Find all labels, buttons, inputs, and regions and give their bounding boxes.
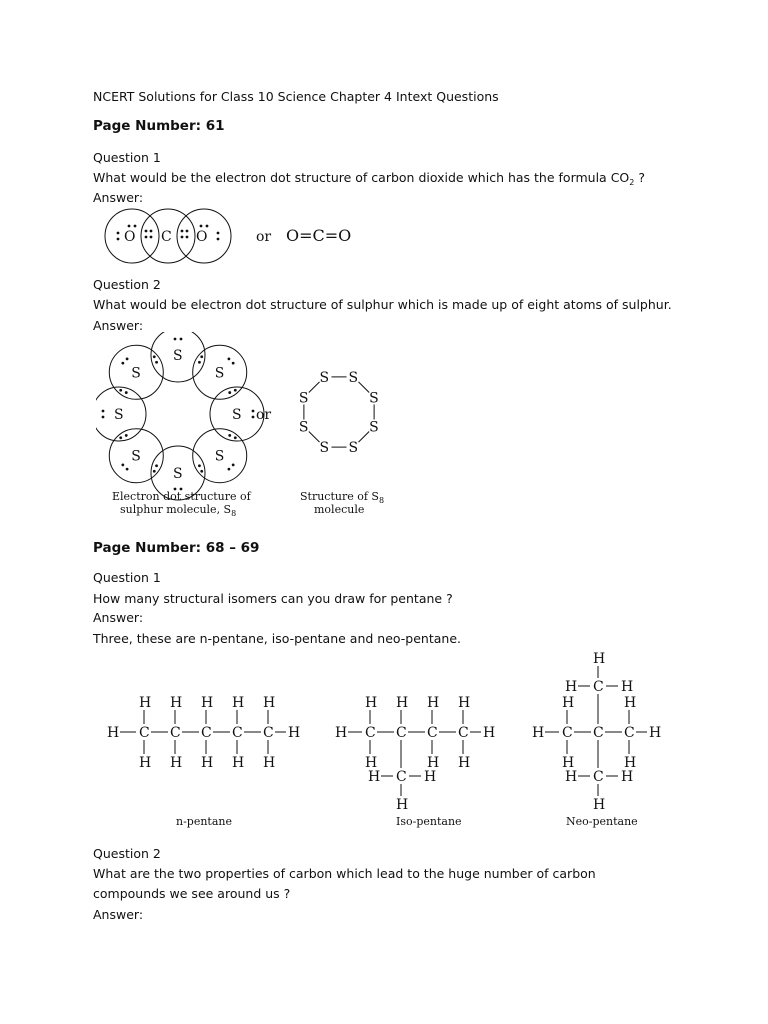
hydrogen-label: H	[107, 725, 120, 741]
electron-dot	[126, 468, 129, 471]
sulphur-atom-label: S	[298, 419, 309, 436]
hydrogen-label: H	[624, 755, 637, 771]
electron-dot	[155, 361, 158, 364]
carbon-label: C	[593, 769, 604, 785]
electron-dot	[155, 464, 158, 467]
electron-dot	[200, 355, 203, 358]
hydrogen-label: H	[483, 725, 496, 741]
electron-dot	[174, 338, 177, 341]
question-label: Question 2	[93, 277, 161, 292]
electron-dot	[153, 470, 156, 473]
carbon-label: C	[139, 725, 150, 741]
carbon-label: C	[562, 725, 573, 741]
electron-dot	[232, 464, 235, 467]
label-iso-pentane: Iso-pentane	[396, 815, 462, 828]
hydrogen-label: H	[170, 695, 183, 711]
label-n-pentane: n-pentane	[176, 815, 233, 828]
hydrogen-label: H	[532, 725, 545, 741]
caption-left-text: sulphur molecule, S	[120, 503, 232, 516]
hydrogen-label: H	[139, 695, 152, 711]
pentane-structures	[107, 651, 661, 813]
hydrogen-label: H	[562, 755, 575, 771]
sulphur-atom-label: S	[319, 440, 330, 457]
hydrogen-label: H	[565, 679, 578, 695]
electron-dot	[228, 434, 231, 437]
hydrogen-label: H	[365, 755, 378, 771]
answer-label: Answer:	[93, 907, 144, 922]
hydrogen-label: H	[562, 695, 575, 711]
carbon-label: C	[593, 725, 604, 741]
pentane-isomers-figure	[100, 646, 680, 836]
sulphur-atom-label: S	[369, 390, 379, 407]
hydrogen-label: H	[170, 755, 183, 771]
sulphur-atom-label: S	[114, 407, 124, 423]
carbon-label: C	[263, 725, 274, 741]
bond	[309, 431, 320, 442]
hydrogen-label: H	[396, 797, 409, 813]
electron-dot	[180, 338, 183, 341]
question-text	[93, 170, 645, 185]
electron-dot	[153, 355, 156, 358]
question-text: What would be electron dot structure of sulphur which is made up of eight atoms of sulphur.	[93, 297, 672, 312]
hydrogen-label: H	[288, 725, 301, 741]
sulphur-atom-label: S	[131, 365, 141, 382]
or-text: or	[256, 229, 272, 245]
sulphur-atom-label: S	[348, 440, 359, 457]
electron-dot	[228, 357, 231, 360]
subscript: 2	[629, 178, 635, 187]
electron-dot	[119, 389, 122, 392]
carbon-label: C	[624, 725, 635, 741]
sulphur-atom-label: S	[232, 407, 242, 423]
sulphur-atom-label: S	[173, 348, 183, 364]
label-neo-pentane: Neo-pentane	[566, 815, 638, 828]
answer-text: Three, these are n-pentane, iso-pentane and neo-pentane.	[93, 631, 461, 646]
hydrogen-label: H	[593, 797, 606, 813]
caption-right-subscript: 8	[378, 496, 385, 505]
caption-left-subscript: 8	[231, 509, 237, 518]
hydrogen-label: H	[649, 725, 662, 741]
hydrogen-label: H	[263, 695, 276, 711]
sulphur-atom-label: S	[319, 369, 330, 386]
electron-dot	[228, 468, 231, 471]
sulphur-atom-label: S	[214, 365, 225, 382]
electron-dot	[252, 410, 255, 413]
hydrogen-label: H	[427, 695, 440, 711]
carbon-label: C	[170, 725, 181, 741]
carbon-label: C	[232, 725, 243, 741]
electron-dot	[125, 391, 128, 394]
electron-dot	[121, 362, 124, 365]
carbon-label: C	[396, 769, 407, 785]
sulphur-atom-label: S	[369, 419, 379, 436]
electron-dot	[198, 361, 201, 364]
caption-left-line1: Electron dot structure of	[112, 490, 251, 503]
hydrogen-label: H	[624, 695, 637, 711]
answer-label: Answer:	[93, 318, 144, 333]
sulphur-atom-label: S	[214, 448, 225, 465]
hydrogen-label: H	[232, 755, 245, 771]
answer-label: Answer:	[93, 190, 144, 205]
question-text-line2: compounds we see around us ?	[93, 886, 291, 901]
electron-dot	[102, 410, 105, 413]
question-text-end: ?	[634, 170, 645, 185]
question-text: How many structural isomers can you draw for pentane ?	[93, 591, 453, 606]
carbon-label: C	[201, 725, 212, 741]
hydrogen-label: H	[201, 695, 214, 711]
hydrogen-label: H	[458, 695, 471, 711]
section-heading-page-61: Page Number: 61	[93, 118, 225, 134]
question-label: Question 1	[93, 150, 161, 165]
bond	[358, 431, 369, 442]
electron-dot	[125, 434, 128, 437]
question-label: Question 2	[93, 846, 161, 861]
hydrogen-label: H	[621, 769, 634, 785]
bond	[309, 382, 320, 393]
s8-electron-dot-ring	[96, 332, 264, 500]
electron-dot	[232, 362, 235, 365]
answer-label: Answer:	[93, 610, 144, 625]
hydrogen-label: H	[621, 679, 634, 695]
co2-electron-dot-figure	[104, 206, 384, 266]
hydrogen-label: H	[263, 755, 276, 771]
carbon-label: C	[458, 725, 469, 741]
document-title: NCERT Solutions for Class 10 Science Chapter 4 Intext Questions	[93, 89, 499, 104]
question-text-main: What would be the electron dot structure of carbon dioxide which has the formula CO	[93, 170, 630, 185]
hydrogen-label: H	[365, 695, 378, 711]
sulphur-atom-label: S	[131, 448, 141, 465]
electron-dot	[121, 464, 124, 467]
sulphur-atom-label: S	[348, 369, 359, 386]
electron-dot	[102, 416, 105, 419]
hydrogen-label: H	[593, 651, 606, 667]
carbon-label: C	[427, 725, 438, 741]
hydrogen-label: H	[427, 755, 440, 771]
hydrogen-label: H	[201, 755, 214, 771]
hydrogen-label: H	[565, 769, 578, 785]
hydrogen-label: H	[458, 755, 471, 771]
electron-dot	[126, 357, 129, 360]
s8-structure	[299, 370, 379, 456]
electron-dot	[234, 436, 237, 439]
hydrogen-label: H	[139, 755, 152, 771]
atom-o-right: O	[196, 229, 208, 245]
carbon-label: C	[593, 679, 604, 695]
hydrogen-label: H	[424, 769, 437, 785]
atom-o-left: O	[124, 229, 136, 245]
carbon-label: C	[396, 725, 407, 741]
question-label: Question 1	[93, 570, 161, 585]
or-text: or	[256, 407, 272, 423]
electron-dot	[200, 470, 203, 473]
co2-structural-formula: O=C=O	[286, 226, 352, 245]
hydrogen-label: H	[335, 725, 348, 741]
hydrogen-label: H	[396, 695, 409, 711]
sulphur-atom-label: S	[173, 466, 183, 482]
sulphur-atom-label: S	[298, 390, 309, 407]
electron-dot	[252, 416, 255, 419]
electron-dot	[234, 389, 237, 392]
electron-dot	[119, 436, 122, 439]
electron-dot	[228, 391, 231, 394]
caption-left-line2	[120, 503, 236, 518]
section-heading-page-68-69: Page Number: 68 – 69	[93, 540, 260, 556]
caption-right-text: Structure of S	[300, 490, 379, 503]
bond	[358, 382, 369, 393]
caption-right-line2: molecule	[314, 503, 365, 516]
atom-c: C	[161, 229, 172, 245]
carbon-label: C	[365, 725, 376, 741]
electron-dot	[198, 464, 201, 467]
hydrogen-label: H	[368, 769, 381, 785]
sulphur-electron-dot-figure	[96, 332, 416, 522]
hydrogen-label: H	[232, 695, 245, 711]
question-text-line1: What are the two properties of carbon which lead to the huge number of carbon	[93, 866, 596, 881]
